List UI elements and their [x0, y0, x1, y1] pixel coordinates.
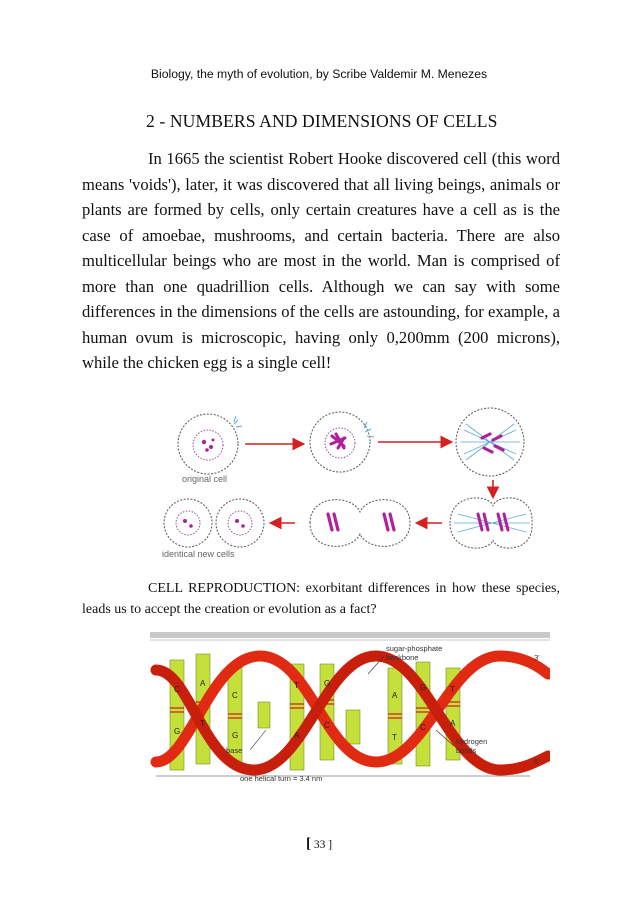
hydrogen-label-line1: hydrogen	[456, 737, 488, 746]
dna-helix-figure	[150, 630, 550, 782]
base-letter: C	[232, 691, 238, 700]
base-letter: C	[174, 685, 180, 694]
base-letter: G	[324, 679, 331, 688]
telophase-cell	[310, 500, 410, 547]
daughter-cells	[164, 499, 264, 547]
identical-cells-label: identical new cells	[162, 549, 235, 559]
base-letter: T	[392, 733, 397, 742]
base-letter: G	[232, 731, 239, 740]
anaphase-cell	[450, 498, 532, 548]
section-title: 2 - NUMBERS AND DIMENSIONS OF CELLS	[146, 111, 498, 131]
metaphase-cell	[456, 408, 524, 476]
hydrogen-label-line2: bonds	[456, 746, 477, 755]
backbone-label-line1: sugar-phosphate	[386, 644, 443, 653]
cell-reproduction-figure	[160, 402, 534, 560]
base-letter: G	[420, 683, 427, 692]
backbone-label-line2: backbone	[386, 653, 419, 662]
page-header: Biology, the myth of evolution, by Scribe Valdemir M. Menezes	[150, 67, 488, 81]
helical-turn-label: one helical turn = 3.4 nm	[240, 774, 323, 782]
end-3-prime: 3'	[534, 653, 540, 662]
base-letter: A	[200, 679, 206, 688]
original-cell-label: original cell	[182, 474, 228, 484]
base-label: base	[226, 746, 243, 755]
body-paragraph: In 1665 the scientist Robert Hooke discovered cell (this word means 'voids'), later, it was discovered that all living beings, animals or plants are formed by cells, only certain creatures have a cell as is the case of amoebae, mushrooms, and certain bacteria. There are also multicellular beings who are most in the world. Man is comprised of more than one quadrillion cells. Although we can say with some differences in the dimensions of the cells are astounding, for example, a human ovum is microscopic, having only 0,200mm (200 microns), while the chicken egg is a single cell!	[82, 149, 560, 372]
base-letter: T	[294, 681, 299, 690]
base-letter: T	[200, 719, 205, 728]
base-letter: C	[420, 723, 426, 732]
figure-caption: CELL REPRODUCTION: exorbitant differences in how these species, leads us to accept the creation or evolution as a fact?	[82, 581, 560, 617]
base-letter: A	[294, 731, 300, 740]
end-5-prime: 5'	[534, 757, 540, 766]
page-number: [ 33 ]	[305, 836, 333, 852]
base-letter: A	[450, 719, 456, 728]
original-cell	[178, 414, 242, 474]
base-letter: G	[174, 727, 181, 736]
base-letter: T	[450, 685, 455, 694]
prophase-cell	[310, 412, 374, 472]
dna-figure-top-rule	[150, 632, 550, 638]
base-letter: C	[324, 721, 330, 730]
base-letter: A	[392, 691, 398, 700]
